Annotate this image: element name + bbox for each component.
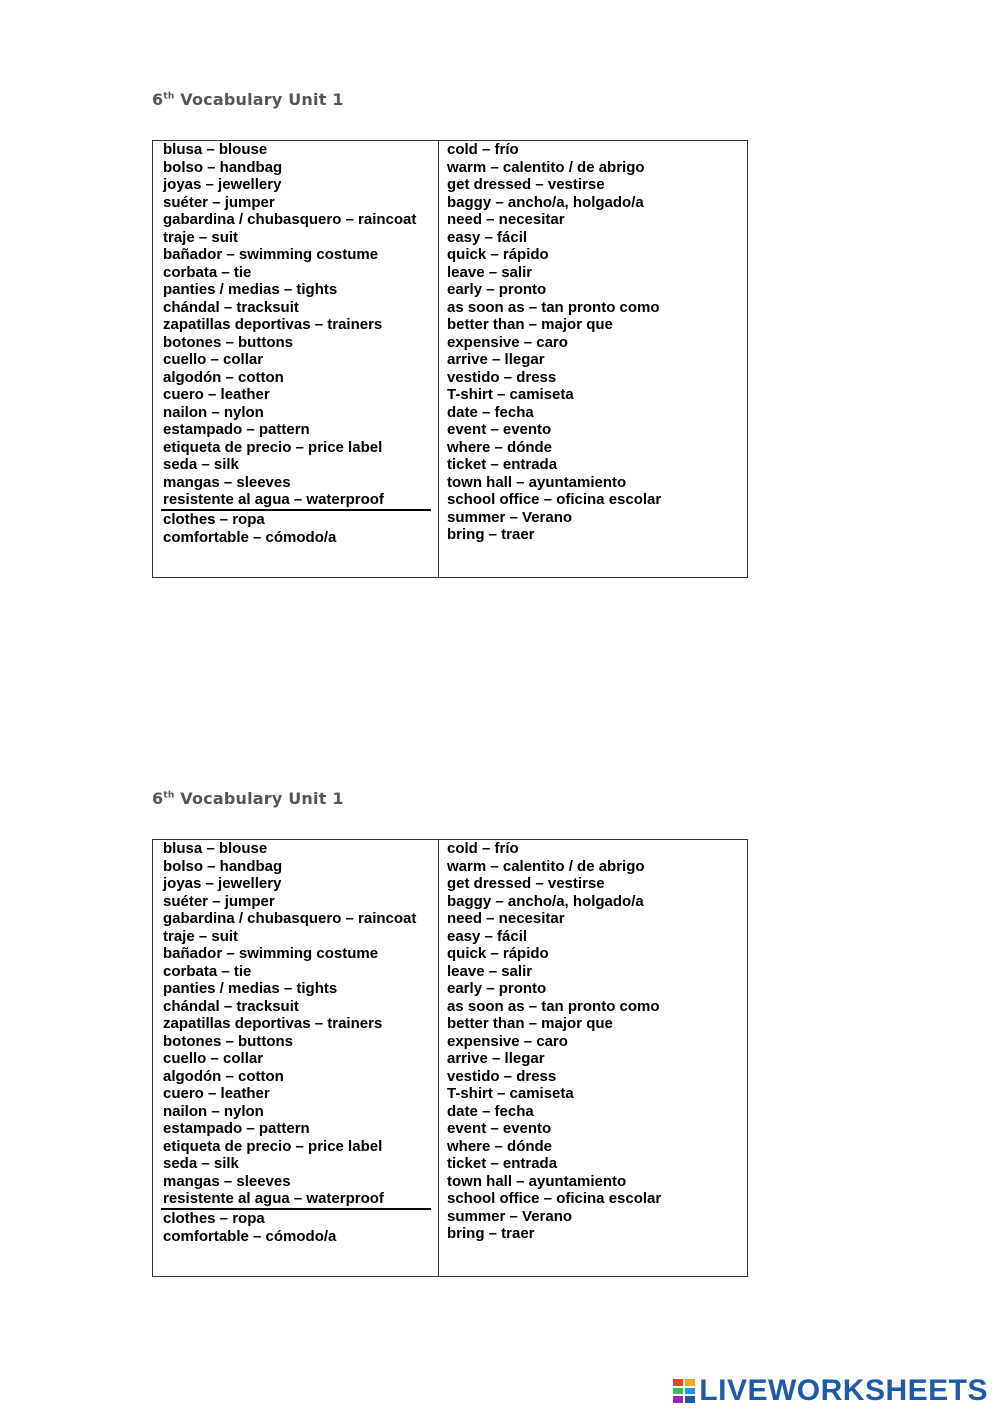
vocab-entry: nailon – nylon <box>163 1102 264 1120</box>
vocab-table <box>152 839 748 1277</box>
vocab-entry: get dressed – vestirse <box>447 875 605 892</box>
vocab-entry: cuello – collar <box>163 351 264 368</box>
vocab-entry: vestido – dress <box>447 1067 557 1085</box>
right-column <box>447 141 742 544</box>
vocab-entry: cuero – leather <box>163 386 270 403</box>
vocab-entry: panties / medias – tights <box>163 281 338 298</box>
vocab-entry: blusa – blouse <box>163 141 268 158</box>
vocab-entry: etiqueta de precio – price label <box>163 1137 383 1155</box>
vocab-entry: as soon as – tan pronto como <box>447 298 660 316</box>
vocab-entry: summer – Verano <box>447 1207 573 1225</box>
vocab-entry: mangas – sleeves <box>163 473 291 491</box>
vocab-entry: bañador – swimming costume <box>163 945 379 962</box>
vocab-entry: quick – rápido <box>447 945 549 962</box>
vocab-entry: leave – salir <box>447 962 533 980</box>
vocab-entry: etiqueta de precio – price label <box>163 438 383 456</box>
vocab-entry: ticket – entrada <box>447 1155 558 1172</box>
sheet-title: 6th Vocabulary Unit 1 <box>152 789 344 808</box>
vocab-entry: easy – fácil <box>447 927 528 945</box>
vocab-entry: bañador – swimming costume <box>163 246 379 263</box>
vocab-entry: event – evento <box>447 1120 552 1137</box>
column-divider <box>438 141 439 577</box>
vocab-entry: estampado – pattern <box>163 421 310 438</box>
vocab-entry: need – necesitar <box>447 211 565 228</box>
vocab-entry: bolso – handbag <box>163 857 283 875</box>
vocab-entry: leave – salir <box>447 263 533 281</box>
vocab-entry: get dressed – vestirse <box>447 176 605 193</box>
vocab-entry: gabardina / chubasquero – raincoat <box>163 211 417 228</box>
vocab-entry: bring – traer <box>447 1225 535 1242</box>
vocab-entry: warm – calentito / de abrigo <box>447 857 645 875</box>
vocab-entry: algodón – cotton <box>163 368 284 386</box>
vocab-entry: suéter – jumper <box>163 892 275 910</box>
logo-mark-icon <box>673 1379 695 1403</box>
liveworksheets-logo[interactable] <box>673 1374 988 1408</box>
column-divider <box>438 840 439 1276</box>
vocab-entry: where – dónde <box>447 438 553 456</box>
vocab-entry: school office – oficina escolar <box>447 491 662 508</box>
vocab-entry: T-shirt – camiseta <box>447 386 574 403</box>
vocab-entry: nailon – nylon <box>163 403 264 421</box>
vocab-entry: bolso – handbag <box>163 158 283 176</box>
vocab-entry: town hall – ayuntamiento <box>447 1172 627 1190</box>
vocab-entry: gabardina / chubasquero – raincoat <box>163 910 417 927</box>
vocab-entry: cuero – leather <box>163 1085 270 1102</box>
vocab-entry: blusa – blouse <box>163 840 268 857</box>
vocab-entry: seda – silk <box>163 1155 239 1172</box>
vocab-entry: panties / medias – tights <box>163 980 338 997</box>
vocab-entry: clothes – ropa <box>163 1210 265 1227</box>
vocab-entry: arrive – llegar <box>447 351 545 368</box>
vocab-entry: where – dónde <box>447 1137 553 1155</box>
vocab-entry: easy – fácil <box>447 228 528 246</box>
vocab-entry: resistente al agua – waterproof <box>163 1190 384 1207</box>
vocab-entry: early – pronto <box>447 281 547 298</box>
vocab-entry: date – fecha <box>447 403 534 421</box>
left-extra-list <box>163 1210 336 1245</box>
vocab-table <box>152 140 748 578</box>
vocab-entry: summer – Verano <box>447 508 573 526</box>
vocab-entry: algodón – cotton <box>163 1067 284 1085</box>
vocab-entry: better than – major que <box>447 316 613 333</box>
brand-text: LIVEWORKSHEETS <box>699 1374 988 1407</box>
left-extra-list <box>163 511 336 546</box>
vocab-entry: cold – frío <box>447 840 519 857</box>
sheet-title: 6th Vocabulary Unit 1 <box>152 90 344 109</box>
vocab-entry: cold – frío <box>447 141 519 158</box>
vocab-entry: school office – oficina escolar <box>447 1190 662 1207</box>
vocab-entry: expensive – caro <box>447 1032 568 1050</box>
vocab-entry: traje – suit <box>163 228 239 246</box>
right-column <box>447 840 742 1243</box>
vocab-entry: resistente al agua – waterproof <box>163 491 384 508</box>
left-column <box>163 141 433 509</box>
vocab-entry: better than – major que <box>447 1015 613 1032</box>
vocab-entry: zapatillas deportivas – trainers <box>163 316 383 333</box>
left-column <box>163 840 433 1208</box>
vocab-entry: estampado – pattern <box>163 1120 310 1137</box>
vocab-entry: chándal – tracksuit <box>163 298 299 316</box>
vocab-entry: warm – calentito / de abrigo <box>447 158 645 176</box>
vocab-entry: corbata – tie <box>163 962 252 980</box>
vocab-entry: zapatillas deportivas – trainers <box>163 1015 383 1032</box>
vocab-entry: joyas – jewellery <box>163 176 282 193</box>
vocab-entry: town hall – ayuntamiento <box>447 473 627 491</box>
vocab-entry: quick – rápido <box>447 246 549 263</box>
vocab-entry: T-shirt – camiseta <box>447 1085 574 1102</box>
vocab-entry: botones – buttons <box>163 333 293 351</box>
vocab-entry: comfortable – cómodo/a <box>163 1227 337 1245</box>
vocab-entry: chándal – tracksuit <box>163 997 299 1015</box>
vocab-entry: ticket – entrada <box>447 456 558 473</box>
vocab-entry: event – evento <box>447 421 552 438</box>
vocab-entry: need – necesitar <box>447 910 565 927</box>
vocab-entry: early – pronto <box>447 980 547 997</box>
vocab-entry: baggy – ancho/a, holgado/a <box>447 193 644 211</box>
vocab-entry: seda – silk <box>163 456 239 473</box>
vocab-entry: traje – suit <box>163 927 239 945</box>
vocab-entry: joyas – jewellery <box>163 875 282 892</box>
vocab-entry: botones – buttons <box>163 1032 293 1050</box>
vocab-entry: cuello – collar <box>163 1050 264 1067</box>
vocab-entry: suéter – jumper <box>163 193 275 211</box>
vocab-entry: corbata – tie <box>163 263 252 281</box>
vocab-entry: vestido – dress <box>447 368 557 386</box>
vocab-entry: date – fecha <box>447 1102 534 1120</box>
vocab-entry: clothes – ropa <box>163 511 265 528</box>
vocab-entry: expensive – caro <box>447 333 568 351</box>
vocab-entry: comfortable – cómodo/a <box>163 528 337 546</box>
vocab-entry: arrive – llegar <box>447 1050 545 1067</box>
vocab-entry: baggy – ancho/a, holgado/a <box>447 892 644 910</box>
vocab-entry: mangas – sleeves <box>163 1172 291 1190</box>
vocab-entry: bring – traer <box>447 526 535 543</box>
vocab-entry: as soon as – tan pronto como <box>447 997 660 1015</box>
